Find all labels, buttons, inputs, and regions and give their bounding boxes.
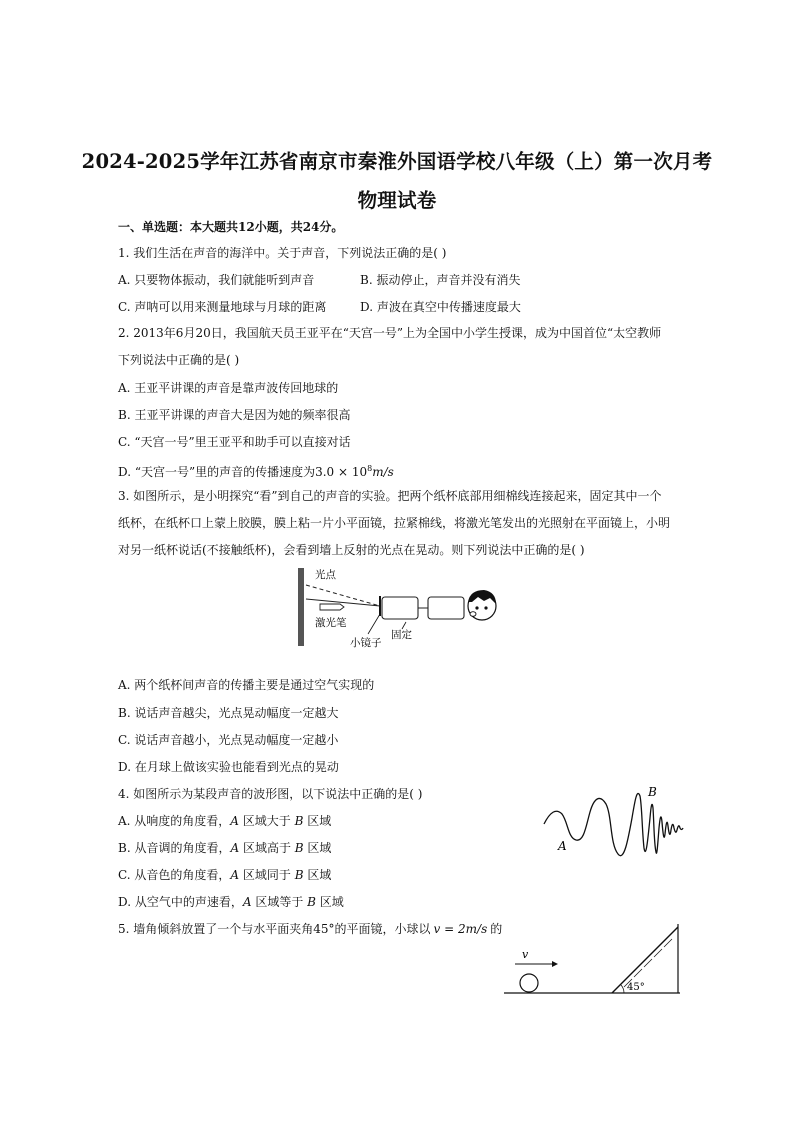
q4-b-var2: B [294,841,304,855]
mirror-leader [368,614,380,634]
section-heading: 一、单选题：本大题共12小题，共24分。 [118,220,344,234]
q3-option-d: D. 在月球上做该实验也能看到光点的晃动 [118,760,339,774]
q1-option-b: B. 振动停止，声音并没有消失 [360,273,521,287]
q4-c-text3: 区域 [303,868,332,882]
q3-stem-2: 纸杯，在纸杯口上蒙上胶膜，膜上粘一片小平面镜，拉紧棉线，将激光笔发出的光照射在平面镜上，小明 [118,516,671,530]
q2-option-c: C. “天宫一号”里王亚平和助手可以直接对话 [118,435,351,449]
q4-a-text2: 区域大于 [238,814,295,828]
q3-stem-3: 对另一纸杯说话(不接触纸杯)，会看到墙上反射的光点在晃动。则下列说法中正确的是( ) [118,543,585,557]
q4-b-var1: A [230,841,240,855]
q4-c-var2: B [294,868,304,882]
q4-option-c [118,867,331,883]
q3-option-b: B. 说话声音越尖，光点晃动幅度一定越大 [118,706,339,720]
q4-c-text1: C. 从音色的角度看， [118,868,231,882]
q5-mirror-figure [500,920,684,998]
q5-stem-text: 5. 墙角倾斜放置了一个与水平面夹角45°的平面镜，小球以 [118,922,431,936]
q4-stem: 4. 如图所示为某段声音的波形图，以下说法中正确的是( ) [118,787,423,801]
q4-d-text3: 区域 [315,895,344,909]
q2-option-d-unit: m/s [372,465,394,479]
q4-waveform-figure [540,778,686,866]
q3-label-fixed: 固定 [391,629,412,641]
q3-option-a: A. 两个纸杯间声音的传播主要是通过空气实现的 [118,678,375,692]
boy-face-icon [468,590,496,620]
q4-d-text2: 区域等于 [251,895,308,909]
q4-label-a: A [558,839,567,853]
exam-title-line2: 物理试卷 [357,189,437,212]
fixed-leader [402,622,406,629]
q2-option-a: A. 王亚平讲课的声音是靠声波传回地球的 [118,381,339,395]
small-ball [520,974,538,992]
q2-stem-2: 下列说法中正确的是( ) [118,353,240,367]
angle-arc [621,985,624,993]
q1-option-a: A. 只要物体振动，我们就能听到声音 [118,273,315,287]
q3-label-spot: 光点 [315,569,336,581]
q3-label-laser: 激光笔 [315,617,347,629]
q4-option-a [118,813,331,829]
q4-a-text3: 区域 [303,814,332,828]
q5-stem-suffix: 的 [490,922,503,936]
velocity-arrowhead [552,961,558,967]
q2-option-d-text: D. “天宫一号”里的声音的传播速度为3.0 × 10 [118,465,368,479]
q2-option-d-exponent: 8 [367,464,373,473]
q3-experiment-figure [298,564,504,648]
plane-mirror [612,927,678,993]
paper-cup-2 [428,597,464,619]
q4-c-text2: 区域同于 [239,868,295,882]
q5-label-angle: 45° [627,982,645,993]
q4-d-text1: D. 从空气中的声速看， [118,895,243,909]
q4-a-var1: A [230,814,239,828]
q4-b-text1: B. 从音调的角度看， [118,841,231,855]
q4-option-b [118,840,331,856]
q4-a-var2: B [294,814,304,828]
q4-d-var1: A [242,895,252,909]
q2-stem-1: 2. 2013年6月20日，我国航天员王亚平在“天宫一号”上为全国中小学生授课，成为中国首位“太空教师 [118,326,662,340]
q4-label-b: B [648,785,657,799]
q2-option-d [118,461,394,480]
laser-pen [320,604,344,610]
q2-option-b: B. 王亚平讲课的声音大是因为她的频率很高 [118,408,351,422]
q1-option-d: D. 声波在真空中传播速度最大 [360,300,521,314]
q3-stem-1: 3. 如图所示，是小明探究“看”到自己的声音的实验。把两个纸杯底部用细棉线连接起来，固定其中一个 [118,489,662,503]
q4-option-d [118,894,344,910]
q5-stem-velocity: v = 2m/s [433,922,488,936]
q4-d-var2: B [307,895,316,909]
q1-option-c: C. 声呐可以用来测量地球与月球的距离 [118,300,327,314]
q1-stem: 1. 我们生活在声音的海洋中。关于声音，下列说法正确的是( ) [118,246,447,260]
exam-title-line1: 2024-2025学年江苏省南京市秦淮外国语学校八年级（上）第一次月考 [81,150,713,173]
q4-a-text1: A. 从响度的角度看， [118,814,231,828]
wall [298,568,304,646]
q4-b-text2: 区域高于 [239,841,295,855]
q3-option-c: C. 说话声音越小，光点晃动幅度一定越小 [118,733,339,747]
q3-label-mirror: 小镜子 [350,637,382,648]
q5-label-v: v [522,948,529,961]
q4-c-var1: A [230,868,240,882]
q4-b-text3: 区域 [303,841,332,855]
paper-cup-1 [382,597,418,619]
q5-stem [118,921,502,937]
